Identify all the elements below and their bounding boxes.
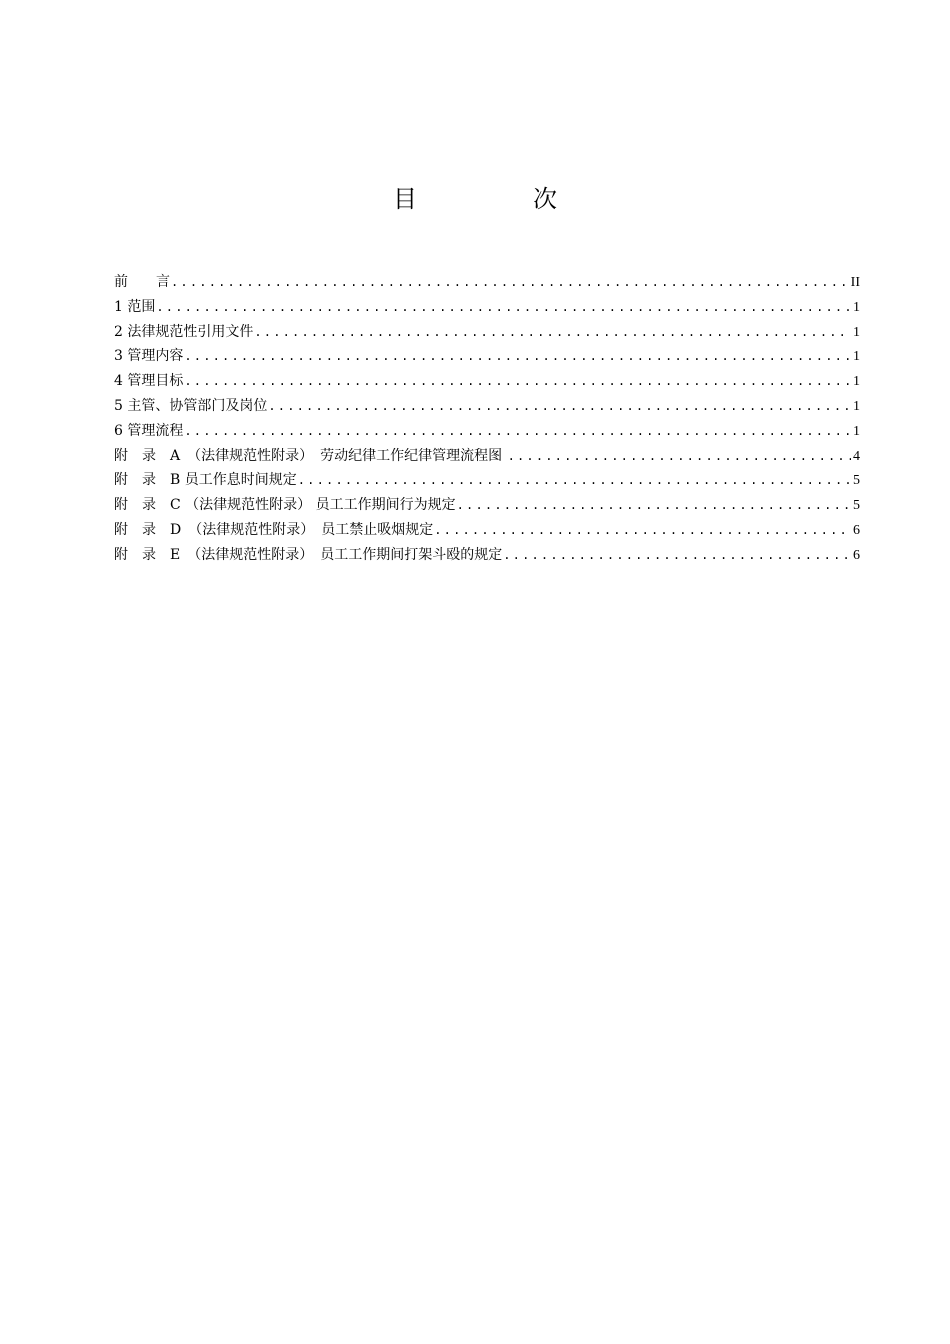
toc-entry-appendix-b[interactable] xyxy=(114,468,860,493)
toc-dot-leader xyxy=(184,344,851,369)
toc-entry-label: 附 录 D （法律规范性附录） 员工禁止吸烟规定 xyxy=(114,521,434,538)
toc-entry-scope[interactable] xyxy=(114,295,860,320)
toc-entry-label: 4 管理目标 xyxy=(114,373,184,390)
toc-dot-leader xyxy=(434,518,851,543)
toc-page-number: 5 xyxy=(853,473,860,489)
toc-entry-foreword[interactable] xyxy=(114,270,860,295)
toc-page-number: II xyxy=(850,275,860,290)
toc-dot-leader xyxy=(268,394,851,419)
toc-entry-label: 3 管理内容 xyxy=(114,348,184,365)
toc-dot-leader xyxy=(503,543,851,568)
toc-entry-label: 附 录 A （法律规范性附录） 劳动纪律工作纪律管理流程图 xyxy=(114,447,507,464)
toc-entry-appendix-e[interactable] xyxy=(114,543,860,568)
toc-page-number: 6 xyxy=(853,522,860,538)
toc-page-number: 1 xyxy=(853,374,860,390)
toc-page-number: 5 xyxy=(853,498,860,514)
toc-entry-label: 附 录 C （法律规范性附录） 员工工作期间行为规定 xyxy=(114,497,456,514)
toc-entry-management-content[interactable] xyxy=(114,344,860,369)
toc-dot-leader xyxy=(508,444,851,469)
toc-entry-label: 1 范围 xyxy=(114,298,156,315)
toc-dot-leader xyxy=(184,419,851,444)
toc-page-number: 4 xyxy=(853,448,860,464)
toc-page-number: 1 xyxy=(853,299,860,315)
toc-entry-label: 6 管理流程 xyxy=(114,422,184,439)
toc-entry-management-process[interactable] xyxy=(114,419,860,444)
toc-page-number: 1 xyxy=(853,398,860,414)
toc-entry-appendix-c[interactable] xyxy=(114,493,860,518)
toc-page-number: 1 xyxy=(853,423,860,439)
toc-page-number: 1 xyxy=(853,349,860,365)
page-title: 目 次 xyxy=(393,185,603,213)
toc-entry-label: 2 法律规范性引用文件 xyxy=(114,323,254,340)
toc-entry-appendix-a[interactable] xyxy=(114,444,860,469)
toc-entry-label: 附 录 E （法律规范性附录） 员工工作期间打架斗殴的规定 xyxy=(114,546,503,563)
toc-dot-leader xyxy=(156,295,851,320)
toc-dot-leader xyxy=(298,468,851,493)
toc-dot-leader xyxy=(457,493,851,518)
toc-dot-leader xyxy=(171,270,849,295)
toc-dot-leader xyxy=(184,369,851,394)
toc-entry-label: 附 录 B 员工作息时间规定 xyxy=(114,472,297,489)
toc-entry-appendix-d[interactable] xyxy=(114,518,860,543)
toc-entry-label: 5 主管、协管部门及岗位 xyxy=(114,397,268,414)
toc-page-number: 1 xyxy=(853,324,860,340)
toc-entry-label: 前 言 xyxy=(114,274,170,290)
toc-entry-departments-and-posts[interactable] xyxy=(114,394,860,419)
table-of-contents xyxy=(114,270,860,568)
toc-page-number: 6 xyxy=(853,547,860,563)
toc-entry-management-objectives[interactable] xyxy=(114,369,860,394)
toc-dot-leader xyxy=(254,320,851,345)
toc-entry-normative-references[interactable] xyxy=(114,320,860,345)
